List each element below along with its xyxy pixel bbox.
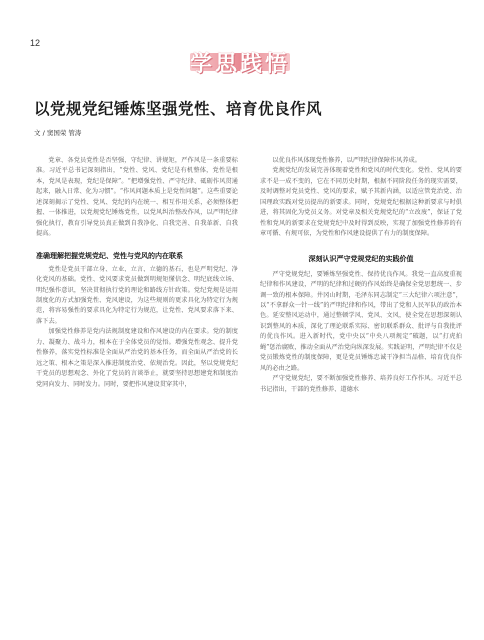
body-paragraph: 党章、各党员党性是否坚强，守纪律、讲规矩，严作风是一条重要标准。习近平总书记深刻指出，“党性、党风、党纪是有机整体，党性是根本，党风是表现，党纪是保障”。“把增强党性、严守纪律、砥砺作风贯通起来，融入日常、化为习惯”。“作风问题本质上是党性问题”。这些重要论述深刻揭示了党性、党风、党纪的内在统一、相互作用关系，必须整体把握、一体推进，以党规党纪锤炼党性，以党风纠治整改作风，以严明纪律强化执行，教育引导党员真正做到自我净化、自我完善、自我革新、自我提高。 bbox=[36, 157, 238, 238]
body-paragraph: 加强党性修养是党内法规制度建设和作风建设的内在要求。党的制度力、凝聚力、战斗力，根本在于全体党员的觉悟。增强党性观念、提升党性修养，落实党性标准是全面从严治党的基本任务，而全面从严治党的长远之策、根本之策是深入推进制度治党、依规治党。因此，坚以党规党纪干党员的思想观念、外化了党员的言谈举止，就要坚持思想建党和制度治党同向发力、同时发力。同时，要把作风建设贯穿其中， bbox=[36, 328, 238, 388]
page-number: 12 bbox=[30, 38, 41, 48]
article-title: 以党规党纪锤炼坚强党性、培育优良作风 bbox=[34, 100, 323, 118]
left-column bbox=[36, 156, 238, 390]
banner-text: 学思践悟 bbox=[190, 52, 291, 77]
section-heading: 准确理解把握党规党纪、党性与党风的内在联系 bbox=[36, 251, 183, 260]
body-paragraph: 严守党规党纪，要锤炼坚强党性、保持优良作风。我党一直高度重视纪律和作风建设，严明的纪律和过硬的作风始终是确保全党思想统一、步调一致的根本保障。井冈山时期，毛泽东同志制定“三大纪律六项注意”，以“不拿群众一针一线”的严明纪律和作风，带出了党和人民军队的政治本色。延安整风运动中，通过整顿学风、党风、文风，使全党在思想深刻认识到整风的本质，深化了理论联系实际、密切联系群众、批评与自我批评的优良作风。进入新时代，党中央以“中央八项规定”破题，以“打虎拍蝇”惩治腐败，推动全面从严治党向纵深发展。实践证明，严明纪律不仅是党员锻炼党性的制度保障，更是党员锤炼忠诚干净担当品格、培育优良作风的必由之路。 bbox=[260, 270, 462, 372]
body-paragraph: 以优良作风体现党性修养，以严明纪律保障作风养成。 bbox=[272, 157, 421, 164]
body-paragraph: 严守党规党纪，要不断加强党性修养、培养良好工作作风。习近平总书记指出，干部的党性修养、道德水 bbox=[260, 375, 462, 393]
article-byline: 文 / 窦国荣 管涛 bbox=[34, 129, 82, 137]
section-banner bbox=[190, 47, 291, 77]
body-paragraph: 党规党纪的发展完善体现着党性和党风的时代变化。党性、党风的要求不是一成不变的，它在不同历史时期，根据不同阶段任务的现实需要，及时调整对党员党性、党风的要求，赋予其新内涵，以适应管党治党、治国理政实践对党员提出的新要求。同时，党规党纪根据这种新要求与时俱进，将其固化为党员义务。对党章及相关党规党纪的“立改废”，保证了党性和党风的新要求在党规党纪中及时得到反映，实现了加强党性修养的有章可循、有规可依，为党性和作风建设提供了有力的制度保障。 bbox=[260, 167, 462, 238]
section-heading: 深刻认识严守党规党纪的实践价值 bbox=[308, 254, 414, 263]
right-column bbox=[260, 156, 462, 395]
body-paragraph: 党性是党员干部立身、立业、立言、立德的基石，也是严明党纪、净化党风的基础。党性、党风要求党员做到明规矩懂信念、明纪底线立场、明纪强作意识，坚决贯彻执行党的理论和路线方针政策。党纪党规是运用制度化的方式加强党性、党风建设，为这些规则的更求具化为特定行为规范，将容易强性的要求具化为特定行为规范，让党性、党风要求落下来、落下去。 bbox=[36, 265, 238, 325]
